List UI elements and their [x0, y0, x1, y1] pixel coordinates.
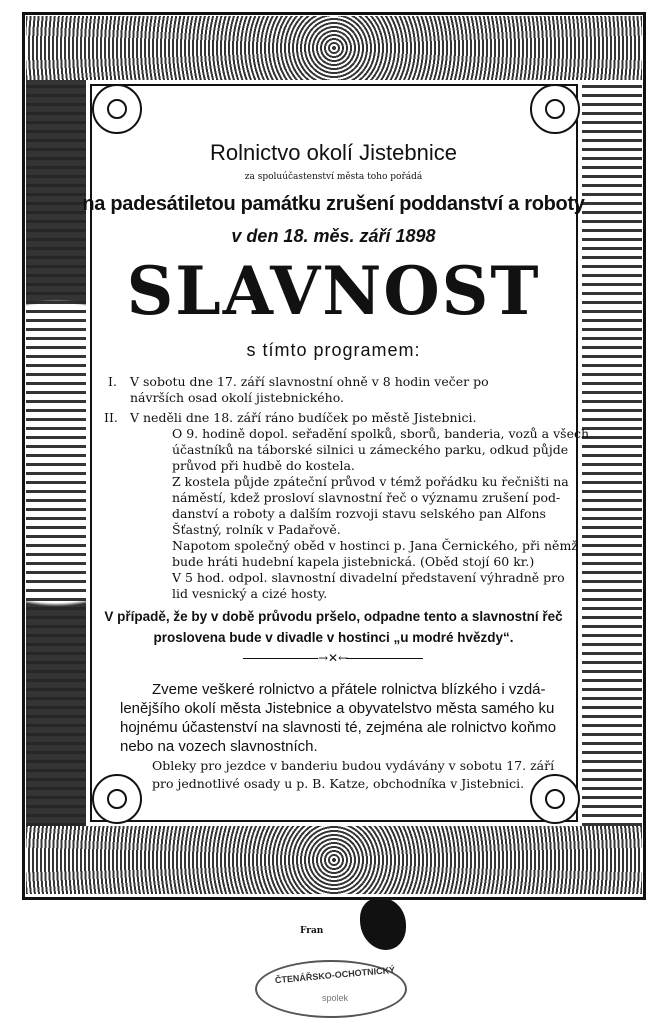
corner-ornament-top-left: [92, 84, 142, 134]
printer-imprint: Fran: [300, 926, 324, 936]
program-line: Z kostela půjde zpáteční průvod v témž pořádku ku řečništi na: [172, 474, 569, 489]
invite-line: Zveme veškeré rolnictvo a přátele rolnictva blízkého i vzdá-: [152, 681, 546, 698]
cooperation-line: za spoluúčastenství města toho pořádá: [244, 172, 423, 182]
corner-ornament-bottom-right: [530, 774, 580, 824]
program-line: Šťastný, rolník v Padařově.: [172, 522, 341, 537]
ink-blot: [360, 898, 406, 950]
item-line: V neděli dne 18. září ráno budíček po městě Jistebnici.: [130, 410, 477, 425]
ornament-band-right: [582, 80, 642, 826]
ornament-band-left: [26, 80, 86, 826]
program-line: lid vesnický a cizé hosty.: [172, 586, 328, 601]
program-line: bude hráti hudební kapela jistebnická. (Oběd stojí 60 kr.): [172, 554, 535, 569]
corner-ornament-bottom-left: [92, 774, 142, 824]
corner-ornament-top-right: [530, 84, 580, 134]
invite-line: lenějšího okolí města Jistebnice a obyvatelstvo města samého ku: [120, 700, 555, 717]
item-number: I.: [108, 374, 117, 389]
item-line: V sobotu dne 17. září slavnostní ohně v 8 hodin večer po: [130, 374, 489, 389]
program-line: O 9. hodině dopol. seřadění spolků, sborů, banderia, vozů a všech: [172, 426, 590, 441]
poster-title: SLAVNOST: [126, 252, 541, 330]
invite-line: nebo na vozech slavnostních.: [120, 738, 318, 755]
stamp-text: spolek: [321, 993, 348, 1003]
rain-notice-line: proslovena bude v divadle v hostinci „u modré hvězdy“.: [153, 630, 514, 645]
item-line: návrších osad okolí jistebnického.: [130, 390, 345, 405]
item-number: II.: [104, 410, 118, 425]
program-line: průvod při hudbě do kostela.: [172, 458, 355, 473]
program-intro: s tímto programem:: [246, 340, 421, 360]
ornament-band-top: [26, 16, 642, 80]
program-line: danství a roboty a dalším rozvoji stavu selského pan Alfons: [172, 506, 546, 521]
footer-line: pro jednotlivé osady u p. B. Katze, obchodníka v Jistebnici.: [152, 776, 525, 791]
divider-ornament: →✕←: [318, 651, 349, 665]
ornament-band-bottom: [26, 826, 642, 894]
rain-notice-line: V případě, že by v době průvodu pršelo, odpadne tento a slavnostní řeč: [104, 609, 563, 624]
program-line: Napotom společný oběd v hostinci p. Jana Černického, při němž: [172, 538, 578, 553]
invite-line: hojnému účastenství na slavnosti té, zejména ale rolnictvo koňmo: [120, 719, 557, 736]
occasion-line: na padesátiletou památku zrušení poddanství a roboty: [82, 193, 585, 215]
stamp-text: ČTENÁŘSKO-OCHOTNICKÝ: [274, 964, 396, 986]
organizer-heading: Rolnictvo okolí Jistebnice: [209, 140, 457, 165]
date-line: v den 18. měs. září 1898: [231, 226, 436, 246]
program-line: náměstí, kdež prosloví slavnostní řeč o významu zrušení pod-: [172, 490, 561, 505]
program-line: účastníků na táborské silnici u zámeckého parku, odkud půjde: [172, 442, 569, 457]
program-line: V 5 hod. odpol. slavnostní divadelní představení výhradně pro: [172, 570, 565, 585]
footer-line: Obleky pro jezdce v banderiu budou vydávány v sobotu 17. září: [152, 758, 555, 773]
